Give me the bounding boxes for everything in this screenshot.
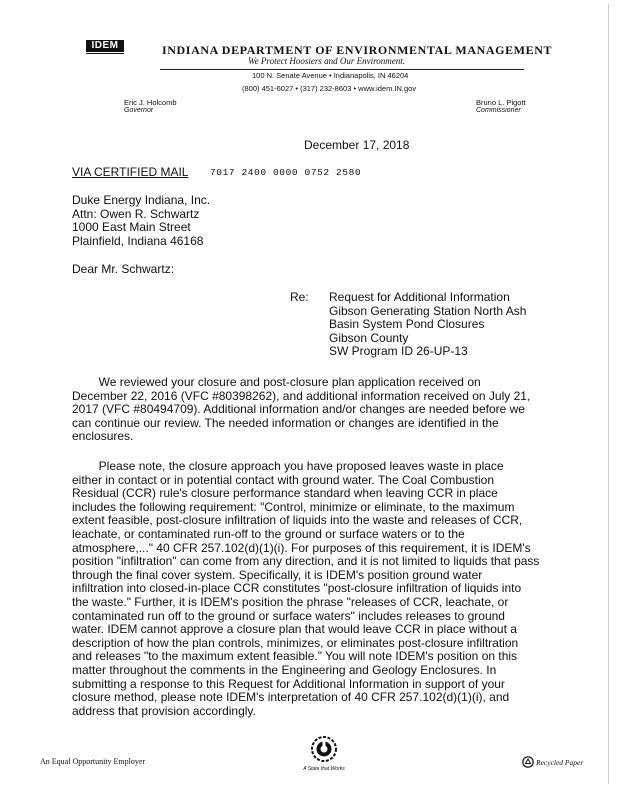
paragraph-line: description of how the plan controls, minimizes, or eliminates post-closure infiltration bbox=[72, 635, 519, 650]
paragraph-line: through the final cover system. Specifically, it is IDEM's position ground water bbox=[72, 567, 483, 582]
subject-block bbox=[329, 291, 526, 359]
recipient-line: 1000 East Main Street bbox=[72, 220, 191, 235]
recycle-icon bbox=[522, 756, 534, 768]
paragraph-line: closure method, please note IDEM's interpretation of 40 CFR 257.102(d)(1)(i), and bbox=[72, 690, 510, 705]
letter-date: December 17, 2018 bbox=[304, 138, 410, 152]
commissioner-title: Commissioner bbox=[476, 107, 521, 114]
governor-title: Governor bbox=[124, 107, 154, 114]
paragraph-line: either in contact or in potential contact with ground water. The Coal Combustion bbox=[72, 472, 495, 487]
seal-caption: A State that Works bbox=[303, 766, 345, 772]
recipient-line: Attn: Owen R. Schwartz bbox=[72, 206, 200, 221]
paragraph-line: 2017 (VFC #80494709). Additional information and/or changes are needed before we bbox=[72, 402, 525, 417]
tracking-number: 7017 2400 0000 0752 2580 bbox=[210, 167, 362, 178]
paragraph-review bbox=[72, 376, 530, 444]
commissioner-name: Bruno L. Pigott bbox=[476, 98, 526, 107]
paragraph-line: contaminated run off to the ground or surface waters" includes releases to ground bbox=[72, 608, 505, 623]
agency-name: INDIANA DEPARTMENT OF ENVIRONMENTAL MANAGEMENT bbox=[162, 43, 553, 57]
subject-line: SW Program ID 26-UP-13 bbox=[329, 344, 468, 359]
subject-line: Request for Additional Information bbox=[329, 290, 510, 304]
paragraph-line: atmosphere,..." 40 CFR 257.102(d)(1)(i). For purposes of this requirement, it is IDEM's bbox=[72, 540, 531, 555]
recipient-block bbox=[72, 194, 210, 248]
scan-edge-line bbox=[608, 4, 609, 784]
agency-tagline: We Protect Hoosiers and Our Environment. bbox=[248, 56, 405, 66]
state-seal-icon bbox=[310, 735, 338, 763]
agency-address: 100 N. Senate Avenue • Indianapolis, IN 46204 bbox=[252, 71, 409, 80]
paragraph-line: Please note, the closure approach you have proposed leaves waste in place bbox=[72, 459, 504, 473]
subject-line: Gibson County bbox=[329, 330, 409, 345]
agency-contact: (800) 451-6027 • (317) 232-8603 • www.idem.IN.gov bbox=[242, 84, 417, 93]
header-rule bbox=[160, 69, 524, 70]
paragraph-line: submitting a response to this Request for Additional Information in support of your bbox=[72, 676, 505, 691]
subject-line: Gibson Generating Station North Ash bbox=[329, 303, 527, 318]
paragraph-line: includes the following requirement: "Control, minimize or eliminate, to the maximum bbox=[72, 499, 515, 514]
paragraph-line: December 22, 2016 (VFC #80398262), and additional information received on July 21, bbox=[72, 388, 531, 403]
paragraph-line: can continue our review. The needed information or changes are identified in the bbox=[72, 415, 499, 430]
logo-underline bbox=[86, 53, 124, 54]
paragraph-line: We reviewed your closure and post-closure plan application received on bbox=[72, 375, 481, 389]
paragraph-line: water. IDEM cannot approve a closure plan that would leave CCR in place without a bbox=[72, 622, 517, 637]
recycled-paper-text: Recycled Paper bbox=[536, 758, 584, 767]
recipient-line: Duke Energy Indiana, Inc. bbox=[72, 193, 211, 207]
paragraph-line: address that provision accordingly. bbox=[72, 703, 256, 718]
paragraph-line: leachate, or contaminated run-off to the ground or surface waters or to the bbox=[72, 526, 465, 541]
recipient-line: Plainfield, Indiana 46168 bbox=[72, 233, 204, 248]
governor-name: Eric J. Holcomb bbox=[124, 98, 177, 107]
paragraph-line: extent feasible, post-closure infiltration of liquids into the waste and releases of CCR, bbox=[72, 513, 523, 528]
paragraph-line: matter throughout the comments in the Engineering and Geology Enclosures. In bbox=[72, 662, 497, 677]
paragraph-line: Residual (CCR) rule's closure performance standard when leaving CCR in place bbox=[72, 486, 498, 501]
paragraph-line: enclosures. bbox=[72, 429, 134, 444]
equal-opportunity-text: An Equal Opportunity Employer bbox=[40, 757, 146, 766]
paragraph-line: the waste." Further, it is IDEM's position the phrase "releases of CCR, leachate, or bbox=[72, 594, 509, 609]
paragraph-line: and releases "to the maximum extent feasible." You will note IDEM's position on this bbox=[72, 649, 518, 664]
salutation: Dear Mr. Schwartz: bbox=[72, 262, 175, 276]
re-label: Re: bbox=[290, 290, 309, 304]
paragraph-closure-approach bbox=[72, 460, 539, 718]
delivery-method: VIA CERTIFIED MAIL bbox=[72, 165, 189, 179]
idem-logo: IDEM bbox=[86, 40, 124, 52]
paragraph-line: infiltration into closed-in-place CCR constitutes "post-closure infiltration of liquids into bbox=[72, 581, 522, 596]
subject-line: Basin System Pond Closures bbox=[329, 317, 485, 332]
paragraph-line: position "infiltration" can come from any direction, and it is not limited to liquids that pass bbox=[72, 554, 540, 569]
